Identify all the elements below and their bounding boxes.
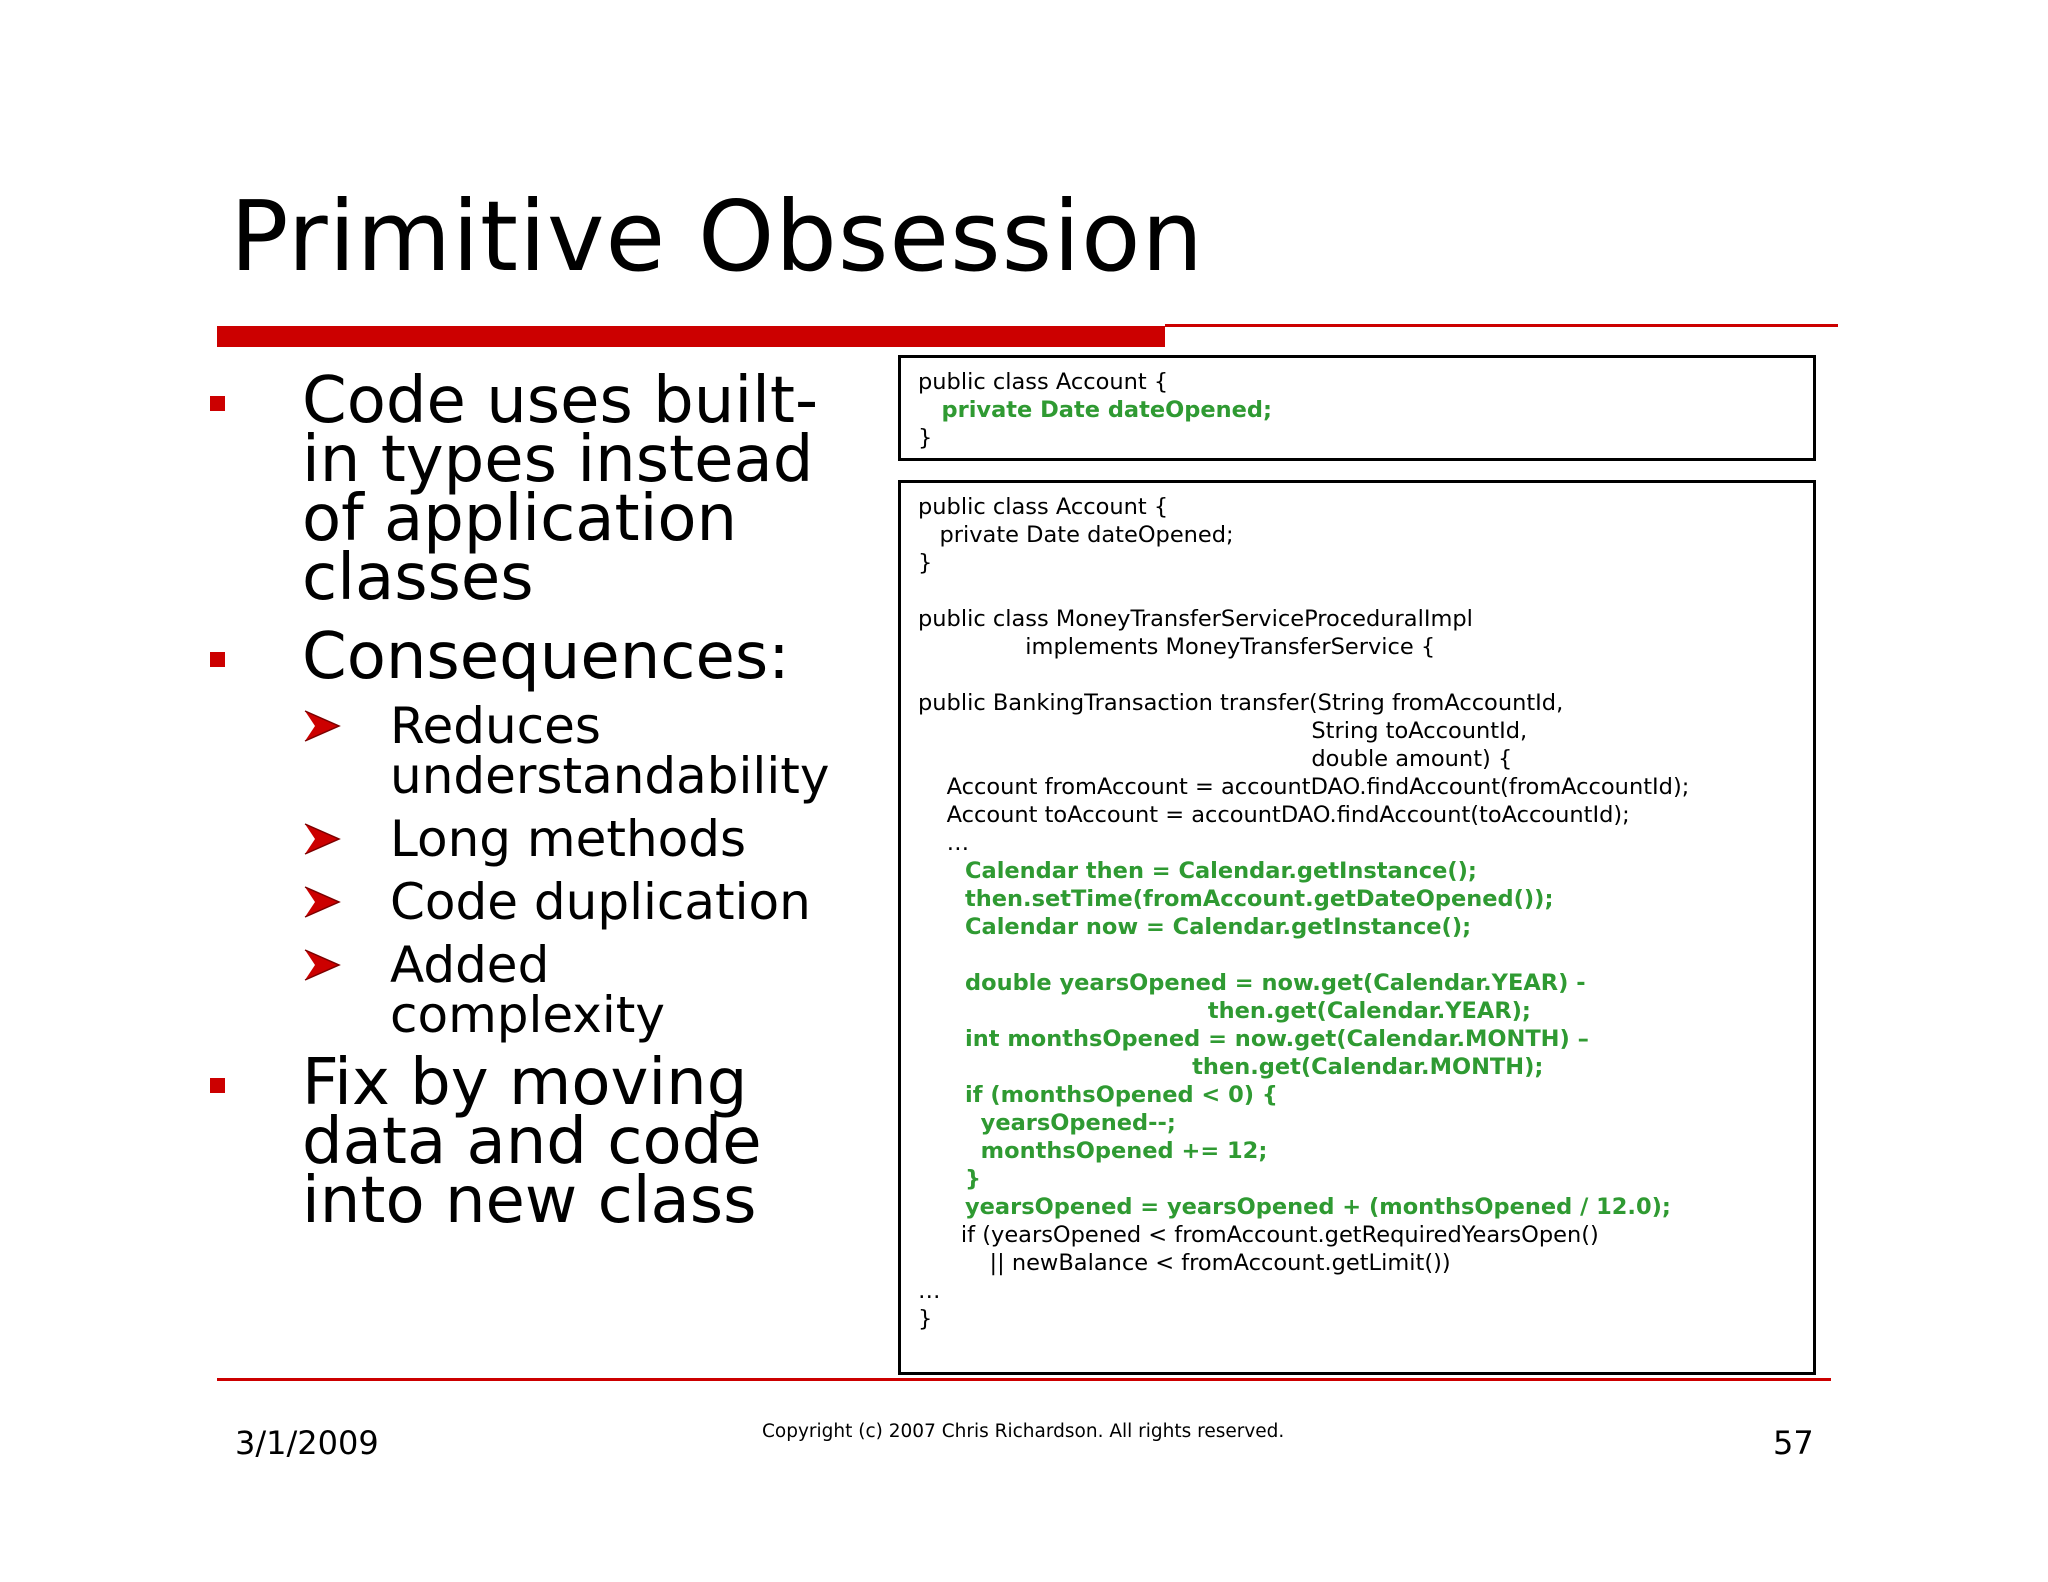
code-line: double amount) { [918, 746, 1513, 772]
code-line: } [918, 425, 933, 451]
square-bullet-icon [210, 396, 225, 411]
arrow-bullet-icon [302, 708, 342, 744]
code-line: then.setTime(fromAccount.getDateOpened()); [918, 886, 1554, 912]
bullet-text-line: data and code [302, 1105, 762, 1179]
bullet-text-line: Fix by moving [302, 1046, 748, 1120]
code-line: int monthsOpened = now.get(Calendar.MONTH) – [918, 1026, 1589, 1052]
sub-bullet-text-line: Added [390, 936, 550, 994]
code-line: yearsOpened = yearsOpened + (monthsOpened / 12.0); [918, 1194, 1671, 1220]
code-line: Account toAccount = accountDAO.findAccount(toAccountId); [918, 802, 1630, 828]
sub-bullet-text-line: Code duplication [390, 873, 811, 931]
code-box-transfer-service [898, 480, 1816, 1375]
sub-bullet-text-line: understandability [390, 747, 830, 805]
bullet-text-line: into new class [302, 1164, 757, 1238]
code-line: double yearsOpened = now.get(Calendar.YEAR) - [918, 970, 1586, 996]
code-box-account [898, 355, 1816, 461]
bullet-text-line: classes [302, 541, 534, 615]
sub-bullet-item [302, 936, 860, 1044]
code-line: Account fromAccount = accountDAO.findAccount(fromAccountId); [918, 774, 1690, 800]
code-line: … [918, 1278, 941, 1304]
code-line: … [918, 830, 970, 856]
code-line: } [918, 1166, 982, 1192]
code-line: private Date dateOpened; [918, 397, 1273, 423]
code-line: if (yearsOpened < fromAccount.getRequiredYearsOpen() [918, 1222, 1599, 1248]
arrow-bullet-icon [302, 884, 342, 920]
arrow-bullet-icon [302, 821, 342, 857]
slide-title: Primitive Obsession [230, 180, 1204, 293]
square-bullet-icon [210, 1078, 225, 1093]
code-line: public class MoneyTransferServiceProceduralImpl [918, 606, 1473, 632]
bullet-text-line: Code uses built- [302, 364, 819, 438]
code-line: then.get(Calendar.MONTH); [918, 1054, 1544, 1080]
bullet-list [210, 364, 860, 1251]
square-bullet-icon [210, 652, 225, 667]
sub-bullet-text-line: Long methods [390, 810, 747, 868]
code-line: yearsOpened--; [918, 1110, 1176, 1136]
footer-date: 3/1/2009 [235, 1424, 379, 1462]
code-line: implements MoneyTransferService { [918, 634, 1436, 660]
bullet-item [210, 620, 860, 694]
code-line: public class Account { [918, 494, 1169, 520]
bullet-item [210, 1046, 860, 1238]
sub-bullet-item [302, 810, 860, 868]
code-line: if (monthsOpened < 0) { [918, 1082, 1278, 1108]
footer-copyright: Copyright (c) 2007 Chris Richardson. All rights reserved. [762, 1421, 1285, 1442]
title-underline-thick [217, 326, 1165, 347]
code-line: Calendar then = Calendar.getInstance(); [918, 858, 1477, 884]
code-line: then.get(Calendar.YEAR); [918, 998, 1531, 1024]
code-line: public class Account { [918, 369, 1169, 395]
code-line: || newBalance < fromAccount.getLimit()) [918, 1250, 1451, 1276]
code-line [918, 941, 1796, 969]
sub-bullet-text-line: Reduces [390, 697, 601, 755]
bullet-text-line: Consequences: [302, 620, 790, 694]
code-line: Calendar now = Calendar.getInstance(); [918, 914, 1472, 940]
bullet-text-line: in types instead [302, 423, 814, 497]
bullet-text-line: of application [302, 482, 738, 556]
arrow-bullet-icon [302, 947, 342, 983]
sub-bullet-item [302, 873, 860, 931]
code-line: public BankingTransaction transfer(String fromAccountId, [918, 690, 1564, 716]
sub-bullet-text-line: complexity [390, 986, 665, 1044]
code-line: } [918, 550, 933, 576]
code-line: monthsOpened += 12; [918, 1138, 1268, 1164]
title-underline-thin [1165, 324, 1838, 327]
sub-bullet-item [302, 697, 860, 805]
footer-rule [217, 1378, 1831, 1381]
code-line: } [918, 1306, 933, 1332]
code-line: String toAccountId, [918, 718, 1528, 744]
bullet-item [210, 364, 860, 615]
code-line [918, 661, 1796, 689]
code-line: private Date dateOpened; [918, 522, 1234, 548]
code-line [918, 577, 1796, 605]
slide-number: 57 [1773, 1424, 1814, 1462]
sub-bullet-list [302, 697, 860, 1044]
